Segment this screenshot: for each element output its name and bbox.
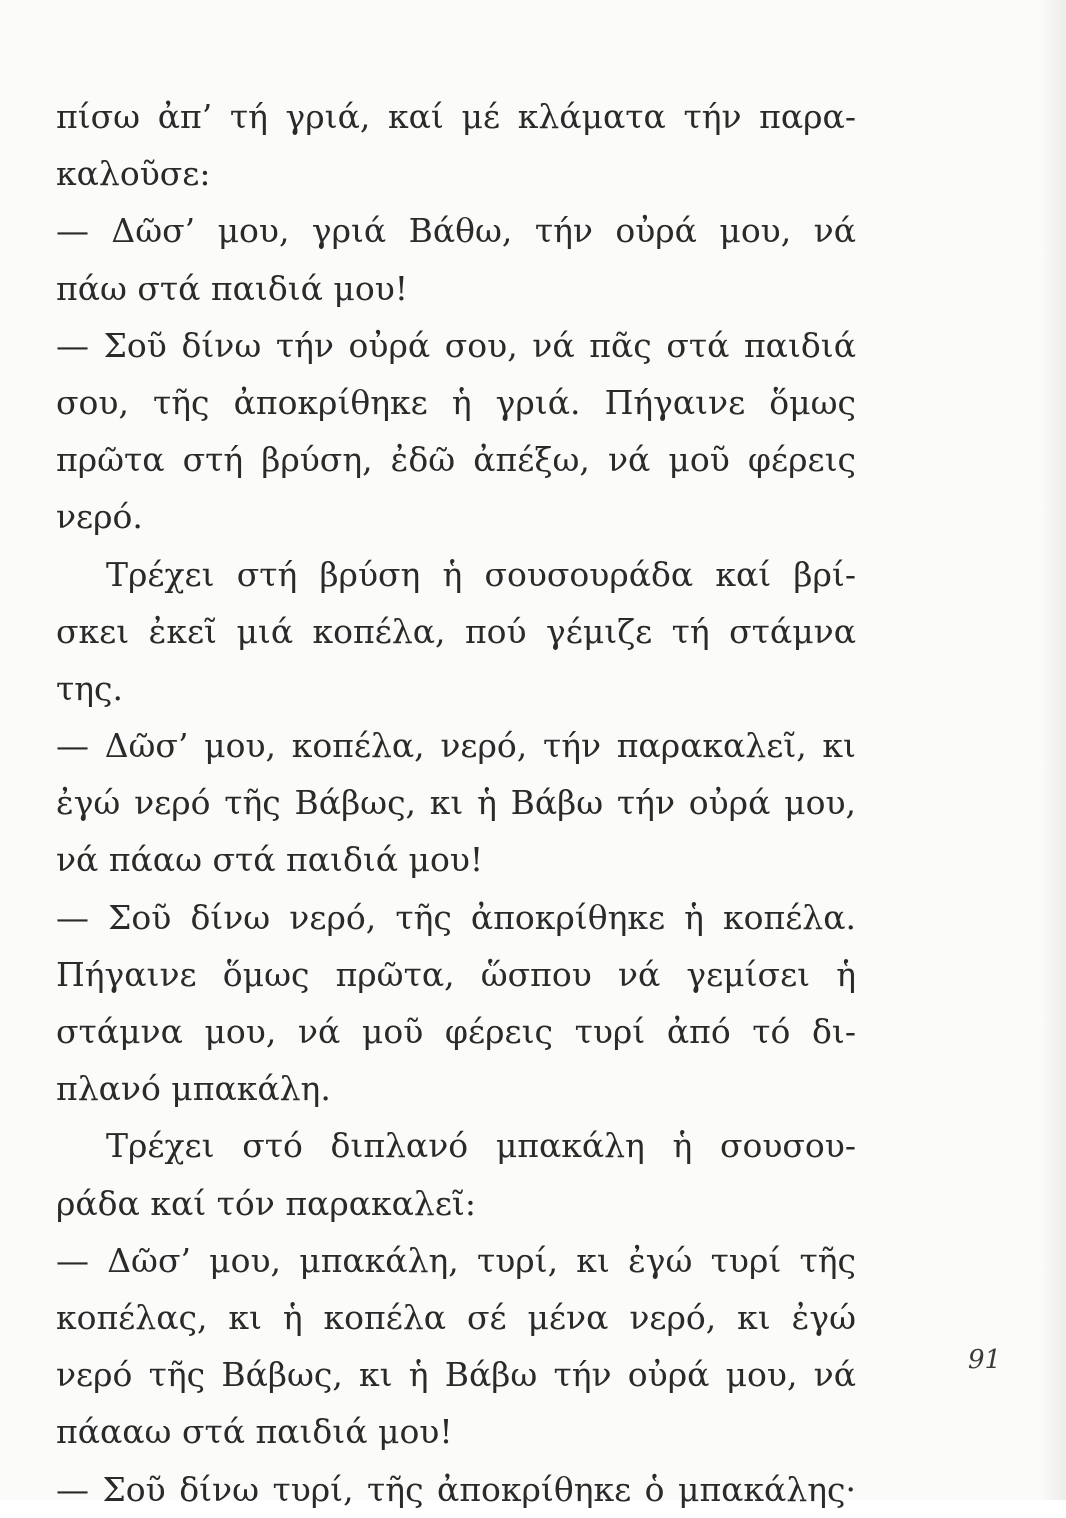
text-line: νερό. (56, 497, 143, 537)
text-line: πάααω στά παιδιά μου! (56, 1412, 453, 1452)
text-line: πάω στά παιδιά μου! (56, 268, 409, 308)
text-line: — Σοῦ δίνω τυρί, τῆς ἀποκρίθηκε ὁ μπακάλης· (56, 1469, 856, 1509)
body-text (56, 88, 856, 1518)
page-number: 91 (968, 1345, 1002, 1375)
text-line: ἐγώ νερό τῆς Βάβως, κι ἡ Βάβω τήν οὐρά μου, (56, 783, 856, 823)
text-line: της. (56, 668, 123, 708)
text-line: πρῶτα στή βρύση, ἐδῶ ἀπέξω, νά μοῦ φέρεις (56, 440, 856, 480)
text-line: σκει ἐκεῖ μιά κοπέλα, πού γέμιζε τή στάμνα (56, 611, 856, 651)
text-line: — Σοῦ δίνω νερό, τῆς ἀποκρίθηκε ἡ κοπέλα. (56, 897, 856, 937)
text-line: καλοῦσε: (56, 154, 211, 194)
text-line: — Δῶσ’ μου, κοπέλα, νερό, τήν παρακαλεῖ, κι (56, 726, 856, 766)
text-line: πίσω ἀπ’ τή γριά, καί μέ κλάματα τήν παρα- (56, 97, 856, 136)
text-line: — Δῶσ’ μου, μπακάλη, τυρί, κι ἐγώ τυρί τῆς (56, 1240, 856, 1280)
text-line: σου, τῆς ἀποκρίθηκε ἡ γριά. Πήγαινε ὅμως (56, 382, 856, 422)
text-line: ράδα καί τόν παρακαλεῖ: (56, 1183, 476, 1223)
text-line: Τρέχει στό διπλανό μπακάλη ἡ σουσου- (106, 1126, 856, 1166)
text-line: πλανό μπακάλη. (56, 1069, 331, 1109)
text-line: — Δῶσ’ μου, γριά Βάθω, τήν οὐρά μου, νά (56, 211, 856, 251)
text-line: Τρέχει στή βρύση ἡ σουσουράδα καί βρί- (106, 554, 856, 594)
text-line: στάμνα μου, νά μοῦ φέρεις τυρί ἀπό τό δι- (56, 1012, 856, 1051)
page-edge-shadow (1040, 0, 1066, 1500)
text-line: — Σοῦ δίνω τήν οὐρά σου, νά πᾶς στά παιδιά (56, 325, 856, 365)
text-line: νερό τῆς Βάβως, κι ἡ Βάβω τήν οὐρά μου, νά (56, 1355, 856, 1395)
text-line: Πήγαινε ὅμως πρῶτα, ὥσπου νά γεμίσει ἡ (56, 954, 856, 994)
text-line: κοπέλας, κι ἡ κοπέλα σέ μένα νερό, κι ἐγώ (56, 1297, 856, 1337)
text-line: νά πάαω στά παιδιά μου! (56, 840, 484, 880)
